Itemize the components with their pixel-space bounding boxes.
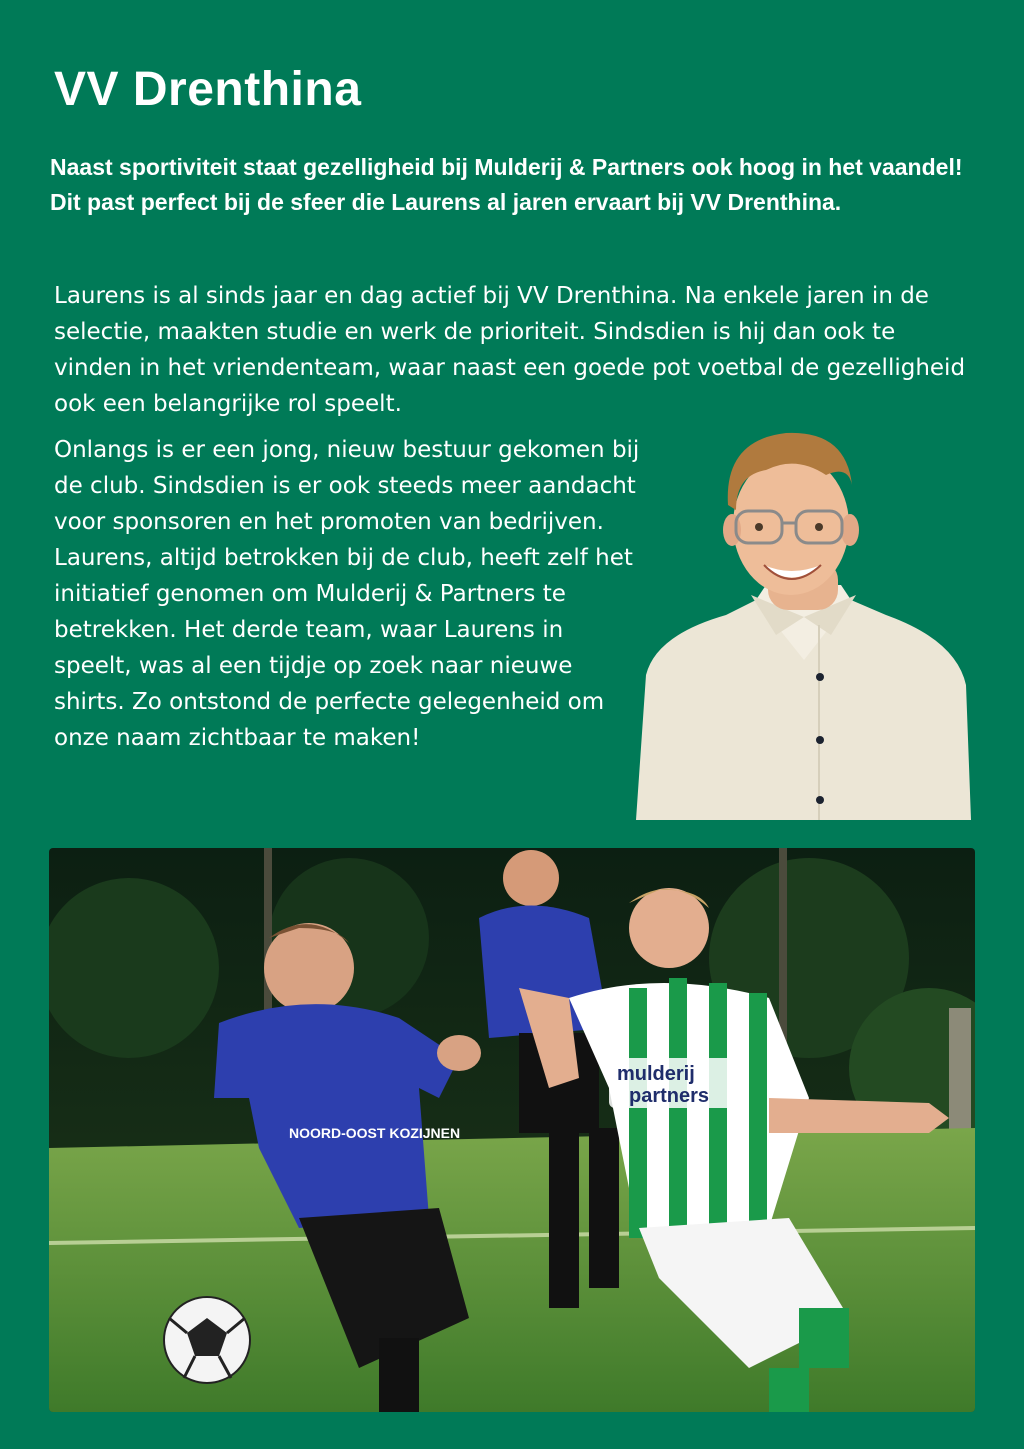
green-shirt-sponsor-1: mulderij (617, 1063, 695, 1085)
body-paragraph-2: Onlangs is er een jong, nieuw bestuur gekomen bij de club. Sindsdien is er ook steeds meer aandacht voor sponsoren en het promoten van bedrijven. Laurens, altijd betrokken bij de club, heeft zelf het initiatief genomen om Mulderij & Partners te betrekken. Het derde team, waar Laurens in speelt, was al een tijdje op zoek naar nieuwe shirts. Zo ontstond de perfecte gelegenheid om onze naam zichtbaar te maken! (54, 437, 640, 751)
football-match-photo (49, 848, 975, 1412)
portrait-image (636, 425, 971, 820)
page-title: VV Drenthina (54, 63, 362, 116)
green-shirt-sponsor-2: partners (629, 1085, 710, 1107)
blue-shirt-sponsor: NOORD-OOST KOZIJNEN (289, 1125, 461, 1141)
intro-paragraph: Naast sportiviteit staat gezelligheid bij Mulderij & Partners ook hoog in het vaandel! Dit past perfect bij de sfeer die Laurens al jaren ervaart bij VV Drenthina. (50, 154, 963, 215)
body-paragraph-1: Laurens is al sinds jaar en dag actief bij VV Drenthina. Na enkele jaren in de selectie, maakten studie en werk de prioriteit. Sindsdien is hij dan ook te vinden in het vriendenteam, waar naast een goede pot voetbal de gezelligheid ook een belangrijke rol speelt. (54, 283, 966, 417)
football-ball (164, 1297, 250, 1383)
